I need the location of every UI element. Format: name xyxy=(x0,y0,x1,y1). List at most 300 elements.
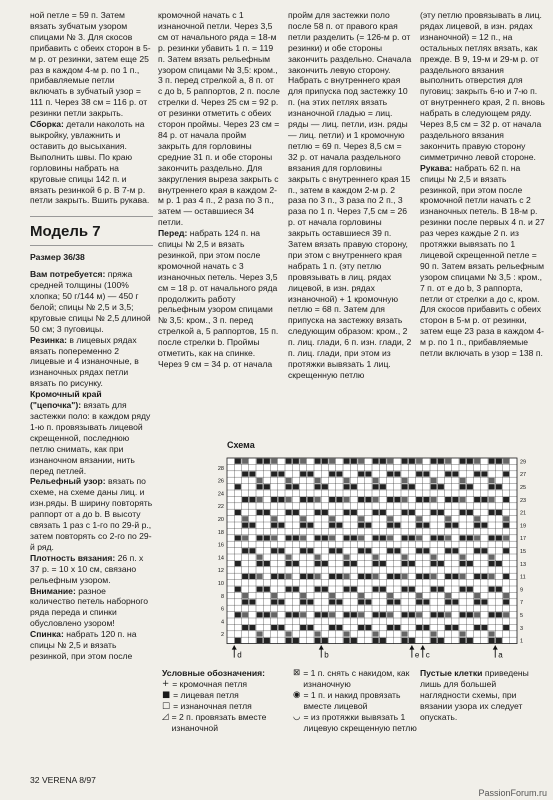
chart-cell xyxy=(271,555,277,560)
chart-cell xyxy=(423,497,429,502)
chart-cell xyxy=(336,516,342,521)
legend-symbol-icon: ■ xyxy=(162,689,171,700)
chart-cell xyxy=(344,555,350,560)
relief-label: Рельефный узор: xyxy=(30,476,106,487)
chart-cell xyxy=(365,599,371,604)
row-number-right: 15 xyxy=(520,549,527,556)
chart-cell xyxy=(431,599,437,604)
chart-cell xyxy=(271,612,277,617)
chart-cell xyxy=(474,491,480,496)
chart-cell xyxy=(365,548,371,553)
chart-cell xyxy=(423,631,429,636)
legend-title: Условные обозначения: xyxy=(162,668,265,678)
chart-cell xyxy=(293,567,299,572)
chart-cell xyxy=(271,478,277,483)
chart-cell xyxy=(467,574,473,579)
chart-cell xyxy=(489,471,495,476)
chart-cell xyxy=(257,574,263,579)
chart-cell xyxy=(242,497,248,502)
chart-cell xyxy=(293,599,299,604)
chart-cell xyxy=(423,459,429,464)
chart-cell xyxy=(467,587,473,592)
chart-cell xyxy=(329,548,335,553)
front-text-continued: пройм для застежки поло после 58 п. от правого края петли разделить (= 126-м р. от резинки) и обе стороны закончить раздельно. Сначала закончить левую сторону. Набрать с внутреннего края для припуска под застежку 10 п. (на этих петлях вязать изнаночной гладью = лиц. ряды — лиц. петли, изн. ряды — лиц. петли) и 1 кромочную петлю = 69 п. Через 8,5 см = 32 р. от начала раздельного вязания для горловины закрыть с внутреннего края 15 п., затем в каждом 2-м р. 2 раза по 3 п., 3 раза по 2 п., 3 раза по 1 п. Через 7,5 см = 26 р. от начала горловины закрыть оставшиеся 39 п. Затем вязать правую сторону, при этом с внутреннего края набрать 1 п. (эту петлю провязывать в лиц. рядах лицевой, в изн. рядах изнаночной) + 1 кромочную петлю = 68 п. Затем для припуска на застежку вязать следующим образом: кром., 2 п. лиц. глади, 6 п. изн. глади, 2 п. лиц. глади, при этом из протяжки вывязать 1 лиц. скрещенную петлю xyxy=(288,10,412,380)
chart-cell xyxy=(358,478,364,483)
chart-cell xyxy=(481,478,487,483)
chart-cell xyxy=(416,625,422,630)
chart-cell xyxy=(452,638,458,643)
chart-cell xyxy=(394,606,400,611)
chart-cell xyxy=(489,599,495,604)
chart-cell xyxy=(249,612,255,617)
chart-cell xyxy=(416,606,422,611)
chart-cell xyxy=(409,638,415,643)
chart-cell xyxy=(300,625,306,630)
chart-cell xyxy=(358,580,364,585)
legend-symbol-icon: ◉ xyxy=(293,689,301,700)
chart-cell xyxy=(365,587,371,592)
chart-cell xyxy=(278,567,284,572)
chart-cell xyxy=(278,619,284,624)
chart-cell xyxy=(489,593,495,598)
chart-cell xyxy=(242,503,248,508)
chart-cell xyxy=(257,465,263,470)
chart-cell xyxy=(373,567,379,572)
chart-cell xyxy=(402,599,408,604)
chart-cell xyxy=(242,593,248,598)
chart-cell xyxy=(329,599,335,604)
chart-cell xyxy=(286,516,292,521)
chart-cell xyxy=(235,523,241,528)
rib-text: в лицевых рядах вязать попеременно 2 лицевые и 4 изнаночные, в изнаночных рядах петли вязать по рисунку. xyxy=(30,334,139,389)
chart-cell xyxy=(365,497,371,502)
chart-cell xyxy=(394,491,400,496)
chart-cell xyxy=(278,606,284,611)
chart-cell xyxy=(300,606,306,611)
chart-cell xyxy=(307,529,313,534)
chart-cell xyxy=(467,593,473,598)
chart-cell xyxy=(394,625,400,630)
chart-cell xyxy=(300,516,306,521)
legend-symbol-icon: + xyxy=(162,678,170,689)
chart-cell xyxy=(278,491,284,496)
chart-cell xyxy=(271,593,277,598)
chart-cell xyxy=(481,491,487,496)
chart-cell xyxy=(380,638,386,643)
chart-cell xyxy=(496,478,502,483)
chart-cell xyxy=(496,523,502,528)
chart-cell xyxy=(496,497,502,502)
chart-cell xyxy=(510,631,516,636)
chart-cell xyxy=(336,574,342,579)
chart-cell xyxy=(322,561,328,566)
chart-cell xyxy=(481,631,487,636)
chart-cell xyxy=(322,599,328,604)
chart-cell xyxy=(445,459,451,464)
chart-cell xyxy=(510,625,516,630)
chart-cell xyxy=(315,484,321,489)
chart-cell xyxy=(365,593,371,598)
chart-cell xyxy=(460,619,466,624)
chart-cell xyxy=(264,459,270,464)
chart-cell xyxy=(242,478,248,483)
chart-cell xyxy=(503,459,509,464)
chart-cell xyxy=(235,510,241,515)
attention-label: Внимание: xyxy=(30,585,76,596)
chart-cell xyxy=(336,459,342,464)
chart-cell xyxy=(351,478,357,483)
chart-cell xyxy=(416,471,422,476)
chart-cell xyxy=(293,516,299,521)
chart-cell xyxy=(300,567,306,572)
chart-cell xyxy=(293,625,299,630)
back-paragraph xyxy=(30,629,153,662)
chart-cell xyxy=(271,574,277,579)
chart-cell xyxy=(307,491,313,496)
chart-cell xyxy=(452,516,458,521)
density-paragraph xyxy=(30,553,153,586)
chart-cell xyxy=(387,465,393,470)
chart-cell xyxy=(242,542,248,547)
chart-cell xyxy=(329,516,335,521)
chart-cell xyxy=(264,574,270,579)
chart-cell xyxy=(278,599,284,604)
chart-cell xyxy=(387,612,393,617)
row-number-right: 3 xyxy=(520,625,524,632)
chart-cell xyxy=(249,503,255,508)
chart-cell xyxy=(300,535,306,540)
chart-cell xyxy=(474,523,480,528)
chart-cell xyxy=(503,561,509,566)
chart-cell xyxy=(387,555,393,560)
chart-cell xyxy=(474,503,480,508)
chart-cell xyxy=(293,638,299,643)
chart-cell xyxy=(329,491,335,496)
chart-cell xyxy=(322,574,328,579)
chart-cell xyxy=(489,587,495,592)
chart-cell xyxy=(271,471,277,476)
chart-cell xyxy=(322,497,328,502)
chart-cell xyxy=(242,567,248,572)
chart-cell xyxy=(431,484,437,489)
chart-cell xyxy=(474,631,480,636)
chart-cell xyxy=(445,631,451,636)
chart-cell xyxy=(380,580,386,585)
chart-cell xyxy=(307,606,313,611)
chart-cell xyxy=(228,638,234,643)
chart-cell xyxy=(278,465,284,470)
chart-cell xyxy=(286,510,292,515)
chart-cell xyxy=(307,484,313,489)
chart-cell xyxy=(344,580,350,585)
chart-cell xyxy=(409,593,415,598)
chart-cell xyxy=(452,555,458,560)
chart-cell xyxy=(249,542,255,547)
chart-cell xyxy=(402,593,408,598)
chart-cell xyxy=(387,567,393,572)
chart-cell xyxy=(293,631,299,636)
legend-continued xyxy=(293,668,423,733)
chart-cell xyxy=(271,529,277,534)
chart-cell xyxy=(271,580,277,585)
chart-cell xyxy=(387,516,393,521)
legend-symbol-icon: ⊠ xyxy=(293,668,301,678)
row-number-left: 2 xyxy=(220,632,224,639)
chart-cell xyxy=(409,555,415,560)
chart-cell xyxy=(315,510,321,515)
chart-cell xyxy=(510,510,516,515)
chart-cell xyxy=(394,638,400,643)
chart-cell xyxy=(242,510,248,515)
chart-cell xyxy=(344,465,350,470)
chart-cell xyxy=(438,510,444,515)
chart-cell xyxy=(460,574,466,579)
chart-cell xyxy=(423,593,429,598)
chart-cell xyxy=(228,535,234,540)
chart-cell xyxy=(380,497,386,502)
chart-cell xyxy=(423,574,429,579)
chart-cell xyxy=(416,587,422,592)
chart-cell xyxy=(344,599,350,604)
chart-cell xyxy=(402,529,408,534)
chart-cell xyxy=(358,567,364,572)
chart-cell xyxy=(329,638,335,643)
chart-cell xyxy=(510,503,516,508)
chart-cell xyxy=(467,606,473,611)
chart-cell xyxy=(503,535,509,540)
attention-text: разное количество петель наборного ряда переда и спинки обусловлено узором! xyxy=(30,585,149,629)
chart-cell xyxy=(510,478,516,483)
chart-cell xyxy=(387,587,393,592)
chart-cell xyxy=(402,484,408,489)
chart-cell xyxy=(322,619,328,624)
chart-cell xyxy=(416,567,422,572)
chart-cell xyxy=(380,612,386,617)
chart-cell xyxy=(438,523,444,528)
relief-paragraph xyxy=(30,476,153,552)
chart-cell xyxy=(307,567,313,572)
chart-cell xyxy=(510,484,516,489)
chart-cell xyxy=(293,471,299,476)
chart-cell xyxy=(264,484,270,489)
chart-cell xyxy=(445,612,451,617)
chart-cell xyxy=(489,491,495,496)
chart-cell xyxy=(423,587,429,592)
chart-cell xyxy=(431,471,437,476)
chart-cell xyxy=(264,529,270,534)
chart-cell xyxy=(467,484,473,489)
chart-cell xyxy=(278,555,284,560)
chart-cell xyxy=(249,484,255,489)
chart-cell xyxy=(329,478,335,483)
chart-cell xyxy=(416,580,422,585)
chart-cell xyxy=(496,491,502,496)
chart-cell xyxy=(394,535,400,540)
chart-cell xyxy=(329,542,335,547)
chart-cell xyxy=(503,587,509,592)
chart-cell xyxy=(445,503,451,508)
chart-cell xyxy=(373,631,379,636)
legend-text: = 2 п. провязать вместе изнаночной xyxy=(171,711,267,733)
chart-cell xyxy=(322,580,328,585)
chart-cell xyxy=(264,523,270,528)
chart-cell xyxy=(481,567,487,572)
chart-cell xyxy=(365,516,371,521)
chart-cell xyxy=(242,465,248,470)
chart-cell xyxy=(315,535,321,540)
chart-cell xyxy=(387,471,393,476)
chart-cell xyxy=(380,631,386,636)
chart-cell xyxy=(474,535,480,540)
chart-cell xyxy=(322,465,328,470)
chart-cell xyxy=(257,484,263,489)
chart-cell xyxy=(336,548,342,553)
chart-cell xyxy=(496,529,502,534)
chart-cell xyxy=(358,606,364,611)
chart-cell xyxy=(228,548,234,553)
chart-cell xyxy=(380,491,386,496)
chart-cell xyxy=(307,535,313,540)
chart-cell xyxy=(286,580,292,585)
chart-cell xyxy=(496,631,502,636)
chart-cell xyxy=(452,587,458,592)
chart-cell xyxy=(264,497,270,502)
chart-cell xyxy=(351,619,357,624)
chart-cell xyxy=(409,491,415,496)
chart-cell xyxy=(474,625,480,630)
chart-cell xyxy=(293,503,299,508)
chart-cell xyxy=(489,612,495,617)
chart-cell xyxy=(445,471,451,476)
chart-cell xyxy=(242,612,248,617)
chart-cell xyxy=(416,459,422,464)
chart-cell xyxy=(228,523,234,528)
chart-cell xyxy=(496,510,502,515)
chart-cell xyxy=(445,491,451,496)
chart-cell xyxy=(394,516,400,521)
chart-cell xyxy=(300,638,306,643)
chart-cell xyxy=(394,523,400,528)
chart-cell xyxy=(467,465,473,470)
chart-cell xyxy=(264,542,270,547)
chart-cell xyxy=(358,523,364,528)
chart-cell xyxy=(293,555,299,560)
chart-cell xyxy=(460,593,466,598)
chart-cell xyxy=(409,484,415,489)
chart-cell xyxy=(344,459,350,464)
chart-cell xyxy=(489,535,495,540)
chart-cell xyxy=(300,471,306,476)
chart-cell xyxy=(249,529,255,534)
edge-text: вязать для застежки поло: в каждом ряду 1-ю п. провязывать лицевой скрещенной, последнюю петлю снимать, как при изнаночном вязании, нить перед петлей. xyxy=(30,400,151,476)
chart-cell xyxy=(344,631,350,636)
chart-cell xyxy=(315,555,321,560)
chart-cell xyxy=(431,580,437,585)
row-number-left: 14 xyxy=(217,555,224,562)
chart-cell xyxy=(293,606,299,611)
chart-cell xyxy=(402,523,408,528)
chart-cell xyxy=(402,587,408,592)
chart-cell xyxy=(409,535,415,540)
chart-cell xyxy=(351,631,357,636)
chart-cell xyxy=(460,631,466,636)
chart-cell xyxy=(315,587,321,592)
chart-cell xyxy=(329,497,335,502)
chart-cell xyxy=(336,631,342,636)
chart-cell xyxy=(257,459,263,464)
chart-cell xyxy=(293,535,299,540)
chart-cell xyxy=(249,471,255,476)
chart-cell xyxy=(402,542,408,547)
chart-cell xyxy=(503,638,509,643)
marker-arrowhead-icon xyxy=(420,645,425,650)
chart-cell xyxy=(329,459,335,464)
chart-cell xyxy=(481,542,487,547)
chart-cell xyxy=(242,516,248,521)
chart-cell xyxy=(402,574,408,579)
chart-cell xyxy=(373,523,379,528)
chart-cell xyxy=(293,523,299,528)
chart-cell xyxy=(278,561,284,566)
chart-cell xyxy=(387,599,393,604)
chart-cell xyxy=(474,465,480,470)
chart-cell xyxy=(228,555,234,560)
chart-cell xyxy=(257,625,263,630)
chart-cell xyxy=(402,561,408,566)
chart-cell xyxy=(438,529,444,534)
chart-cell xyxy=(423,599,429,604)
chart-cell xyxy=(278,625,284,630)
chart-cell xyxy=(438,465,444,470)
chart-cell xyxy=(293,612,299,617)
chart-cell xyxy=(264,625,270,630)
chart-cell xyxy=(510,535,516,540)
chart-cell xyxy=(307,580,313,585)
chart-cell xyxy=(235,631,241,636)
chart-cell xyxy=(249,580,255,585)
chart-cell xyxy=(380,619,386,624)
chart-cell xyxy=(510,561,516,566)
chart-cell xyxy=(315,516,321,521)
chart-cell xyxy=(445,587,451,592)
chart-cell xyxy=(409,459,415,464)
chart-cell xyxy=(423,625,429,630)
chart-cell xyxy=(373,516,379,521)
chart-cell xyxy=(344,491,350,496)
chart-cell xyxy=(358,561,364,566)
chart-cell xyxy=(409,503,415,508)
chart-cell xyxy=(307,593,313,598)
row-number-left: 28 xyxy=(217,465,224,472)
chart-cell xyxy=(402,535,408,540)
chart-cell xyxy=(431,638,437,643)
chart-cell xyxy=(452,574,458,579)
chart-cell xyxy=(293,561,299,566)
chart-cell xyxy=(329,606,335,611)
chart-cell xyxy=(474,593,480,598)
chart-cell xyxy=(373,497,379,502)
chart-cell xyxy=(315,593,321,598)
row-number-left: 18 xyxy=(217,529,224,536)
chart-cell xyxy=(394,529,400,534)
chart-cell xyxy=(481,516,487,521)
chart-cell xyxy=(358,548,364,553)
chart-cell xyxy=(358,612,364,617)
legend-text: = кромочная петля xyxy=(172,678,248,689)
chart-cell xyxy=(300,503,306,508)
chart-cell xyxy=(365,542,371,547)
chart-cell xyxy=(315,523,321,528)
